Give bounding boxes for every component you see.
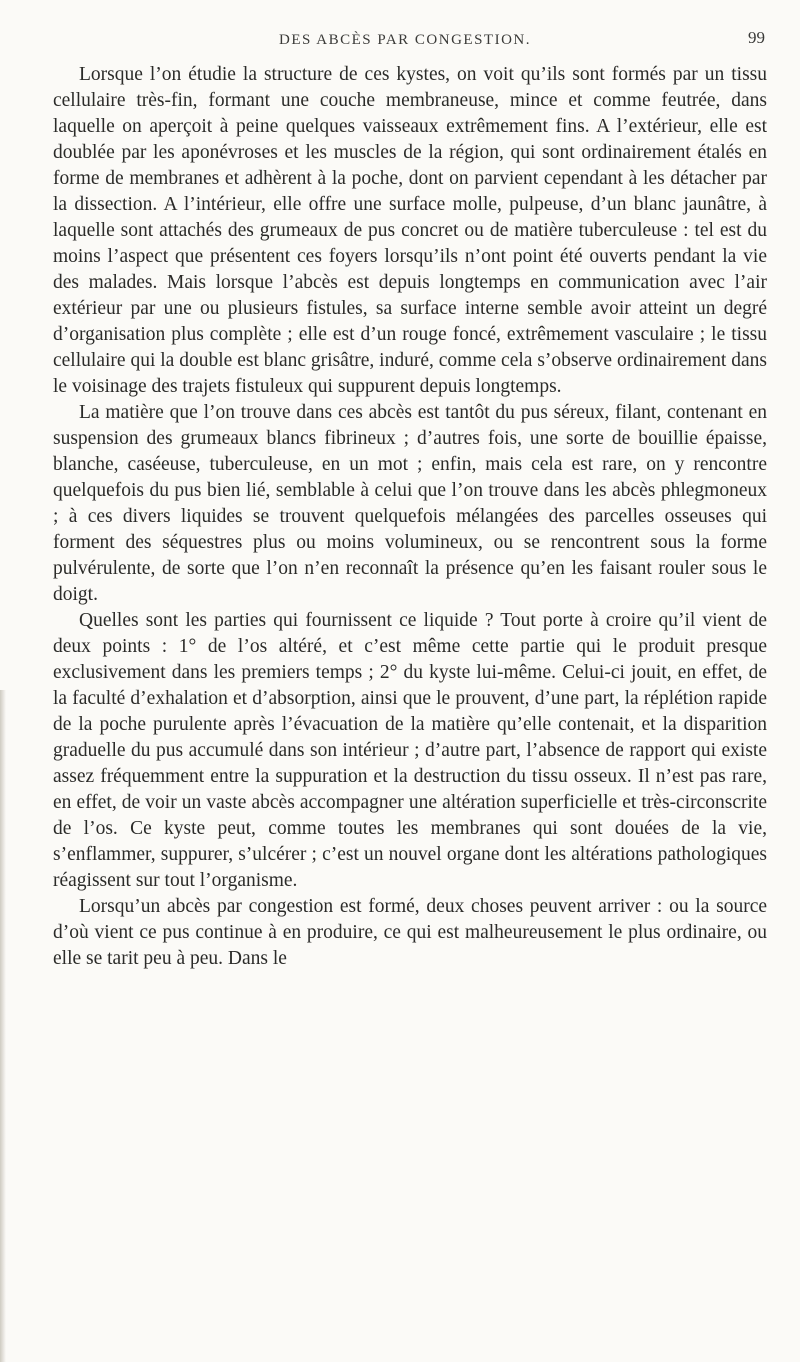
paragraph-origine-liquide: Quelles sont les parties qui fournissent ce liquide ? Tout porte à croire qu’il vient de deux points : 1° de l’os altéré, et c’est même cette partie qui le produit presque exclusivement dans les premiers temps ; 2° du kyste lui-même. Celui-ci jouit, en effet, de la faculté d’exhalation et d’absorption, ainsi que le prouvent, d’une part, la réplétion rapide de la poche purulente après l’évacuation de la matière qu’elle contenait, et la disparition graduelle du pus accumulé dans son intérieur ; d’autre part, l’absence de rapport qui existe assez fréquemment entre la suppuration et la destruction du tissu osseux. Il n’est pas rare, en effet, de voir un vaste abcès accompagner une altération superficielle et très-circonscrite de l’os. Ce kyste peut, comme toutes les membranes qui sont douées de la vie, s’enflammer, suppurer, s’ulcérer ; c’est un nouvel organe dont les altérations pathologiques réagissent sur tout l’organisme. [53, 610, 767, 891]
page-number: 99 [748, 28, 765, 47]
running-title: DES ABCÈS PAR CONGESTION. [279, 32, 531, 48]
paragraph-matiere: La matière que l’on trouve dans ces abcès est tantôt du pus séreux, filant, contenant en suspension des grumeaux blancs fibrineux ; d’autres fois, une sorte de bouillie épaisse, blanche, caséeuse, tuberculeuse, en un mot ; enfin, mais cela est rare, on y rencontre quelquefois du pus bien lié, semblable à celui que l’on trouve dans les abcès phlegmoneux ; à ces divers liquides se trouvent quelquefois mélangées des parcelles osseuses qui forment des séquestres plus ou moins volumineux, ou se rencontrent sous la forme pulvérulente, de sorte que l’on n’en reconnaît la présence qu’en les faisant rouler sous le doigt. [53, 402, 767, 605]
paragraph-kyste-structure: Lorsque l’on étudie la structure de ces kystes, on voit qu’ils sont formés par un tissu cellulaire très-fin, formant une couche membraneuse, mince et comme feutrée, dans laquelle on aperçoit à peine quelques vaisseaux extrêmement fins. A l’extérieur, elle est doublée par les aponévroses et les muscles de la région, qui sont ordinairement étalés en forme de membranes et adhèrent à la poche, dont on parvient cependant à les détacher par la dissection. A l’intérieur, elle offre une surface molle, pulpeuse, d’un blanc jaunâtre, à laquelle sont attachés des grumeaux de pus concret ou de matière tuberculeuse : tel est du moins l’aspect que présentent ces foyers lorsqu’ils n’ont point été ouverts pendant la vie des malades. Mais lorsque l’abcès est depuis longtemps en communication avec l’air extérieur par une ou plusieurs fistules, sa surface interne semble avoir atteint un degré d’organisation plus complète ; elle est d’un rouge foncé, extrêmement vasculaire ; le tissu cellulaire qui la double est blanc grisâtre, induré, comme cela s’observe ordinairement dans le voisinage des trajets fistuleux qui suppurent depuis longtemps. [53, 64, 767, 397]
body-text [53, 62, 767, 972]
page-edge-shadow [0, 690, 6, 1362]
paragraph-abces-forme: Lorsqu’un abcès par congestion est formé, deux choses peuvent arriver : ou la source d’où vient ce pus continue à en produire, ce qui est malheureusement le plus ordinaire, ou elle se tarit peu à peu. Dans le [53, 896, 767, 969]
